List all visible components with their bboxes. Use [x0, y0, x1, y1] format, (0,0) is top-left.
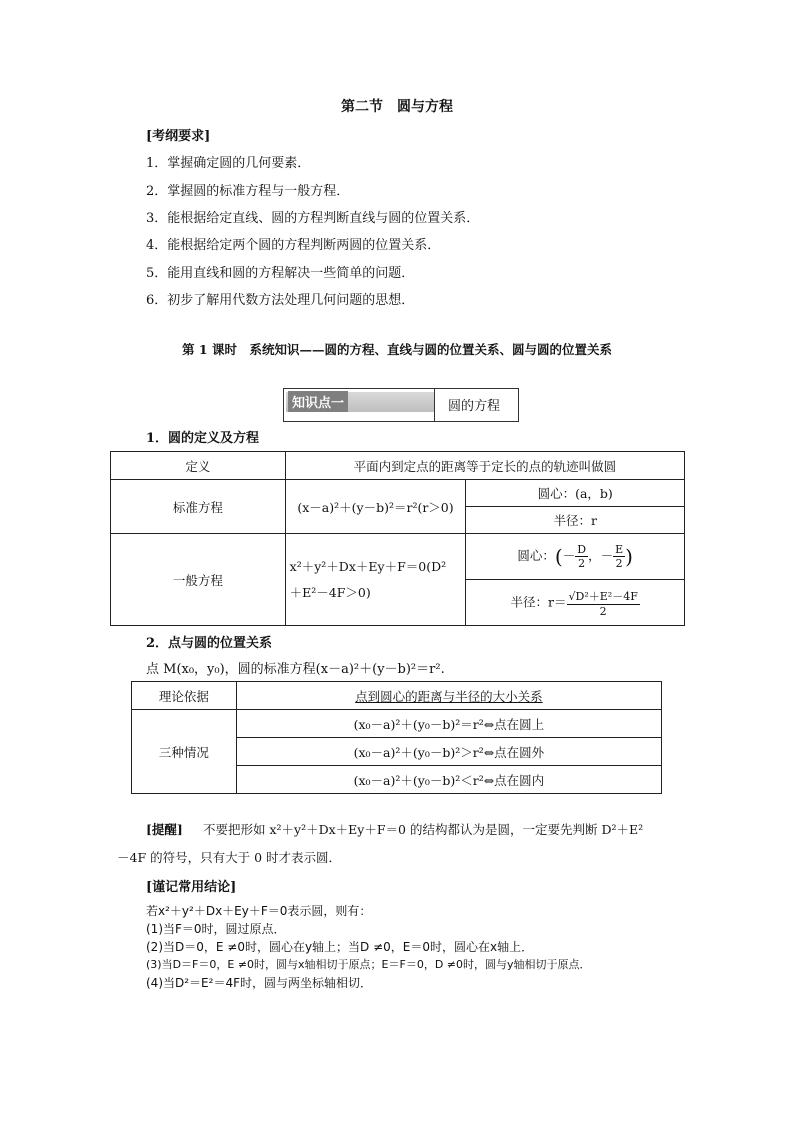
general-radius-label: 半径：r＝	[510, 594, 567, 609]
radius-denominator: 2	[599, 604, 607, 618]
knowledge-tag: 知识点一	[288, 391, 348, 412]
case-inside: (x₀－a)²＋(y₀－b)²＜r²⇔点在圆内	[236, 766, 661, 794]
knowledge-point-box	[283, 388, 519, 422]
case-outside: (x₀－a)²＋(y₀－b)²＞r²⇔点在圆外	[236, 738, 661, 766]
tip-line1: 不要把形如 x²＋y²＋Dx＋Ey＋F＝0 的结构都认为是圆，一定要先判断 D²＋E²	[203, 822, 644, 837]
conclusion-intro: 若x²＋y²＋Dx＋Ey＋F＝0表示圆，则有：	[146, 904, 372, 918]
knowledge-topic: 圆的方程	[448, 399, 501, 414]
section2-heading: 2．点与圆的位置关系	[146, 636, 273, 651]
exam-requirements-header: [考纲要求]	[146, 129, 211, 144]
tip-line2: －4F 的符号，只有大于 0 时才表示圆．	[117, 850, 341, 865]
circle-equation-table	[110, 451, 685, 626]
standard-eq-label: 标准方程	[111, 480, 286, 534]
requirement-item: 5．能用直线和圆的方程解决一些简单的问题．	[146, 266, 415, 281]
center-y-numerator: E	[615, 543, 624, 556]
general-center: 圆心：(－ $\frac{D}{2}$ ，－ $\frac{E}{2}$ )	[466, 534, 685, 580]
center-x-denominator: 2	[578, 557, 586, 570]
general-eq-label: 一般方程	[111, 534, 286, 626]
conclusion-header: [谨记常用结论]	[146, 880, 237, 895]
page-title: 第二节 圆与方程	[341, 99, 453, 115]
case-on: (x₀－a)²＋(y₀－b)²＝r²⇔点在圆上	[236, 710, 661, 738]
section2-line: 点 M(x₀，y₀)，圆的标准方程(x－a)²＋(y－b)²＝r².	[146, 662, 445, 677]
cases-label: 三种情况	[132, 710, 237, 794]
requirement-item: 4．能根据给定两个圆的方程判断两圆的位置关系．	[146, 238, 441, 253]
requirement-item: 6．初步了解用代数方法处理几何问题的思想．	[146, 293, 415, 308]
requirement-item: 3．能根据给定直线、圆的方程判断直线与圆的位置关系．	[146, 211, 480, 226]
basis-text: 点到圆心的距离与半径的大小关系	[236, 682, 661, 710]
general-eq-line2: ＋E²－4F＞0)	[289, 584, 371, 600]
lesson-title: 第 1 课时 系统知识——圆的方程、直线与圆的位置关系、圆与圆的位置关系	[182, 342, 612, 357]
general-eq	[285, 534, 466, 626]
point-circle-table	[131, 681, 662, 794]
requirement-item: 1．掌握确定圆的几何要素．	[146, 156, 311, 171]
conclusion-item: (2)当D＝0，E ≠0时，圆心在y轴上；当D ≠0，E＝0时，圆心在x轴上．	[146, 940, 534, 954]
general-eq-line1: x²＋y²＋Dx＋Ey＋F＝0(D²	[289, 558, 447, 574]
requirement-item: 2．掌握圆的标准方程与一般方程．	[146, 184, 350, 199]
center-y-denominator: 2	[615, 557, 623, 570]
general-center-label: 圆心：	[517, 548, 555, 563]
divider	[434, 389, 435, 421]
definition-label: 定义	[111, 452, 286, 480]
conclusion-item: (1)当F＝0时，圆过原点．	[146, 922, 286, 936]
standard-center: 圆心：(a，b)	[466, 480, 685, 507]
conclusion-item: (4)当D²＝E²＝4F时，圆与两坐标轴相切．	[146, 976, 372, 990]
general-radius	[466, 580, 685, 626]
conclusion-item: (3)当D＝F＝0，E ≠0时，圆与x轴相切于原点；E＝F＝0，D ≠0时，圆与y轴相切于原点．	[146, 958, 591, 971]
definition-text: 平面内到定点的距离等于定长的点的轨迹叫做圆	[285, 452, 684, 480]
radius-numerator: √D²＋E²－4F	[568, 589, 638, 603]
basis-label: 理论依据	[132, 682, 237, 710]
standard-eq: (x－a)²＋(y－b)²＝r²(r＞0)	[285, 480, 466, 534]
center-x-numerator: D	[577, 543, 587, 556]
standard-radius: 半径：r	[466, 507, 685, 534]
tip-label: [提醒]	[146, 822, 183, 837]
section1-heading: 1．圆的定义及方程	[146, 431, 260, 446]
